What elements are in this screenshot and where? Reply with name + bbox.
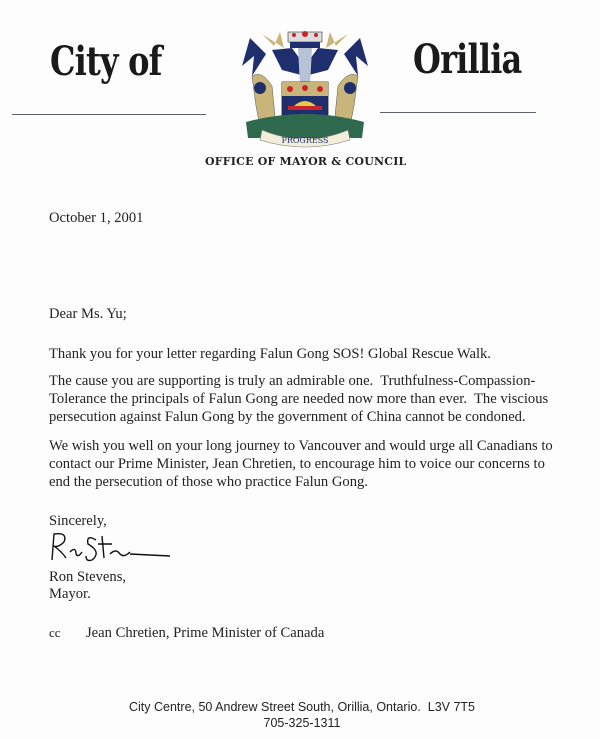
header-rule-right [380, 112, 536, 113]
salutation: Dear Ms. Yu; [49, 306, 127, 322]
footer-phone: 705-325-1311 [263, 716, 341, 730]
coat-of-arms-crest [232, 26, 378, 150]
footer-address: City Centre, 50 Andrew Street South, Orillia, Ontario. L3V 7T5 [129, 700, 475, 714]
paragraph-1-line: Thank you for your letter regarding Falun Gong SOS! Global Rescue Walk. [49, 346, 491, 362]
letter-date: October 1, 2001 [49, 210, 144, 226]
letterhead-city-of: City of [50, 38, 162, 85]
header-rule-left [12, 114, 206, 115]
paragraph-3-line: contact our Prime Minister, Jean Chretien, to encourage him to voice our concerns to [49, 456, 545, 472]
letterhead-orillia: Orillia [413, 36, 522, 83]
cc-label: cc [49, 625, 61, 640]
signer-title: Mayor. [49, 586, 91, 602]
crest-motto: PROGRESS [281, 136, 329, 145]
paragraph-3-line: end the persecution of those who practice Falun Gong. [49, 474, 368, 490]
paragraph-2-line: persecution against Falun Gong by the government of China cannot be condoned. [49, 409, 526, 425]
closing: Sincerely, [49, 513, 107, 529]
office-heading: OFFICE OF MAYOR & COUNCIL [205, 155, 407, 168]
paragraph-3-line: We wish you well on your long journey to Vancouver and would urge all Canadians to [49, 438, 553, 454]
cc-recipient: Jean Chretien, Prime Minister of Canada [86, 625, 325, 641]
signer-name: Ron Stevens, [49, 569, 127, 585]
handwritten-signature [46, 530, 176, 566]
paragraph-2-line: The cause you are supporting is truly an admirable one. Truthfulness-Compassion- [49, 373, 536, 389]
paragraph-2-line: Tolerance the principals of Falun Gong are needed now more than ever. The viscious [49, 391, 549, 407]
